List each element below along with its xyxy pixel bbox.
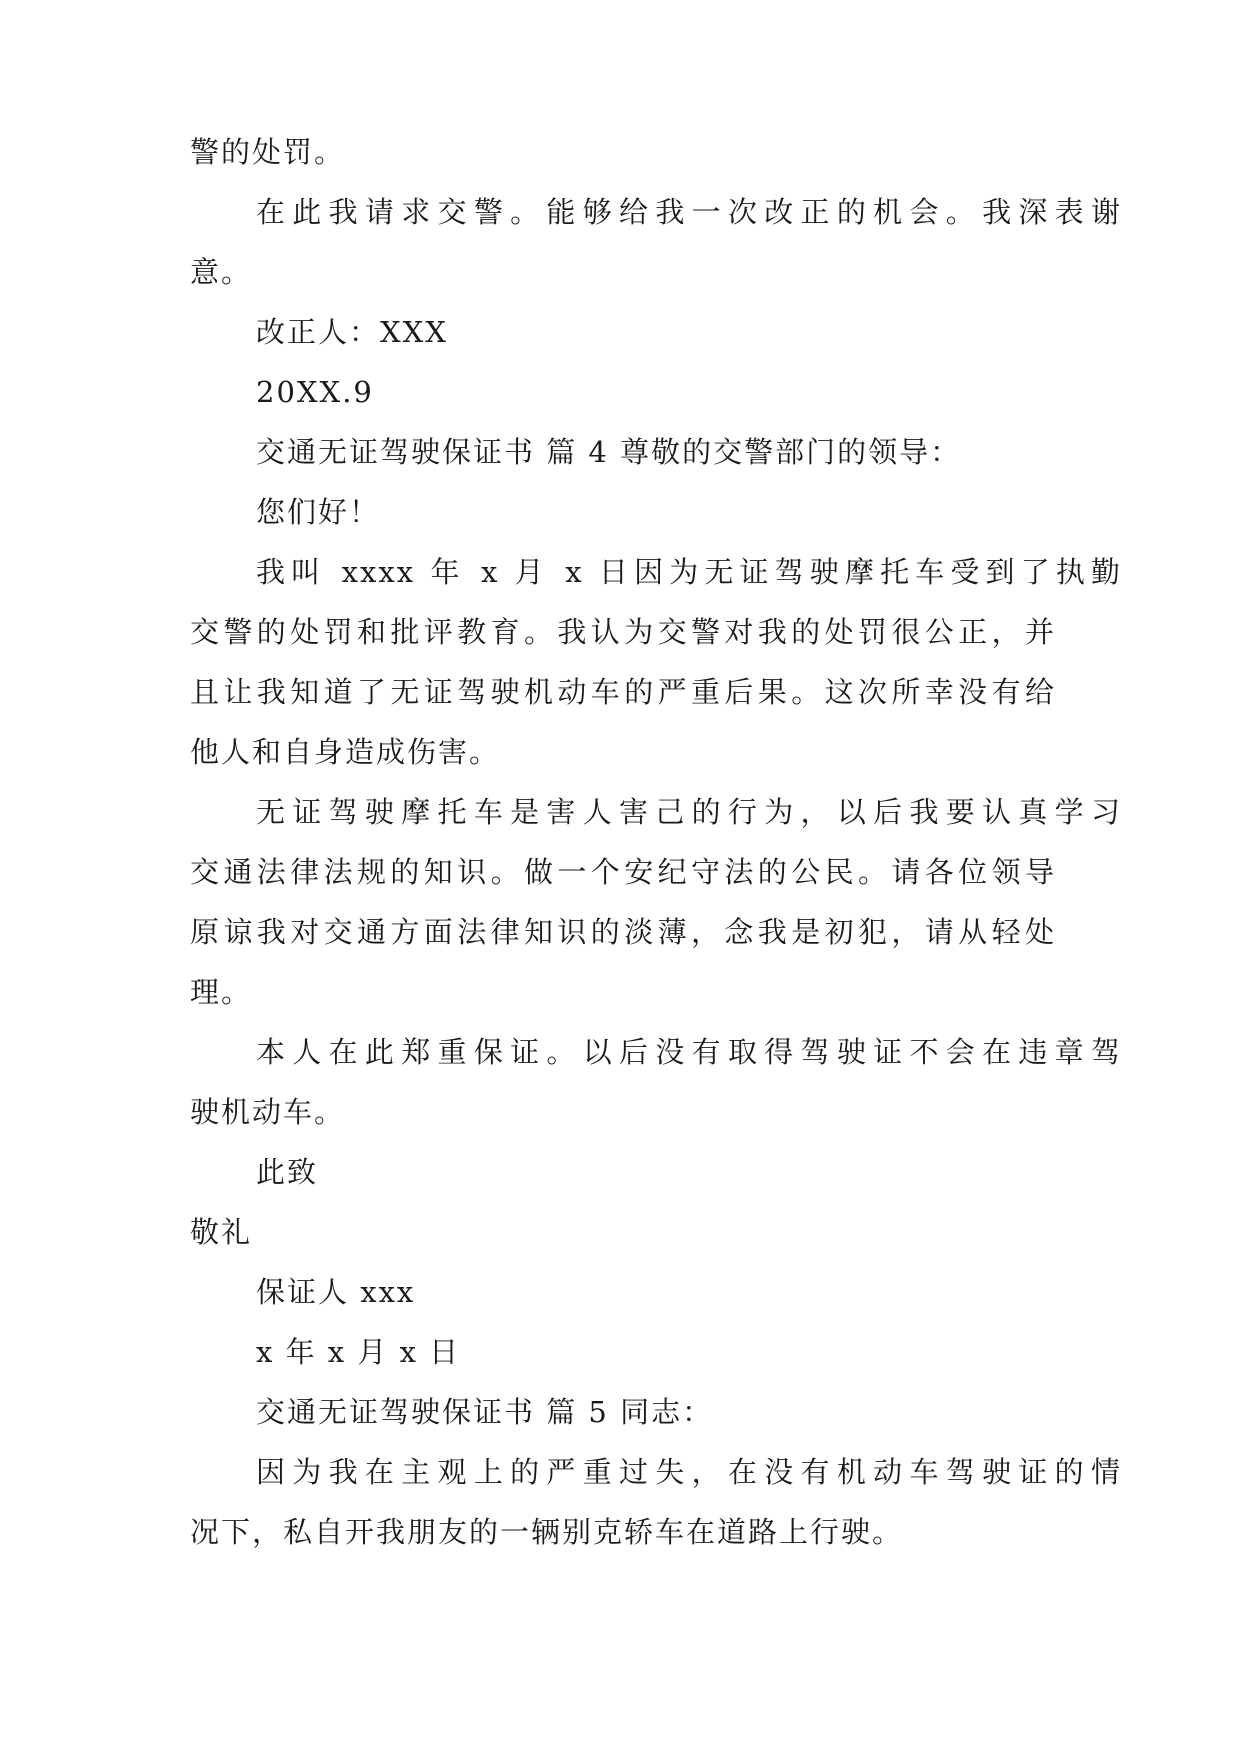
text-line: 警的处罚。 — [190, 135, 346, 169]
text-line: 本人在此郑重保证。以后没有取得驾驶证不会在违章驾 — [256, 1035, 1122, 1069]
signature-line: 保证人 xxx — [256, 1275, 416, 1309]
text-line: 意。 — [190, 255, 253, 289]
text-line: 在此我请求交警。能够给我一次改正的机会。我深表谢 — [256, 195, 1122, 229]
date-line: x 年 x 月 x 日 — [256, 1335, 461, 1369]
text-line: 无证驾驶摩托车是害人害己的行为，以后我要认真学习 — [256, 795, 1122, 829]
closing-line: 此致 — [256, 1155, 319, 1189]
section-heading: 交通无证驾驶保证书 篇 5 同志： — [256, 1395, 714, 1429]
text-line: 因为我在主观上的严重过失，在没有机动车驾驶证的情 — [256, 1455, 1122, 1489]
text-line: 交警的处罚和批评教育。我认为交警对我的处罚很公正，并 — [190, 615, 1056, 649]
text-line: 且让我知道了无证驾驶机动车的严重后果。这次所幸没有给 — [190, 675, 1056, 709]
text-line: 驶机动车。 — [190, 1095, 346, 1129]
text-line: 况下，私自开我朋友的一辆别克轿车在道路上行驶。 — [190, 1515, 904, 1549]
text-line: 理。 — [190, 975, 253, 1009]
document-body — [190, 135, 1122, 1549]
greeting-line: 您们好！ — [256, 495, 381, 529]
signature-line: 改正人：XXX — [256, 315, 448, 349]
date-line: 20XX.9 — [256, 375, 374, 409]
text-line: 我叫 xxxx 年 x 月 x 日因为无证驾驶摩托车受到了执勤 — [256, 555, 1122, 589]
text-line: 交通法律法规的知识。做一个安纪守法的公民。请各位领导 — [190, 855, 1056, 889]
closing-salute: 敬礼 — [190, 1215, 253, 1249]
section-heading: 交通无证驾驶保证书 篇 4 尊敬的交警部门的领导： — [256, 435, 962, 469]
text-line: 他人和自身造成伤害。 — [190, 735, 501, 769]
text-line: 原谅我对交通方面法律知识的淡薄，念我是初犯，请从轻处 — [190, 915, 1056, 949]
